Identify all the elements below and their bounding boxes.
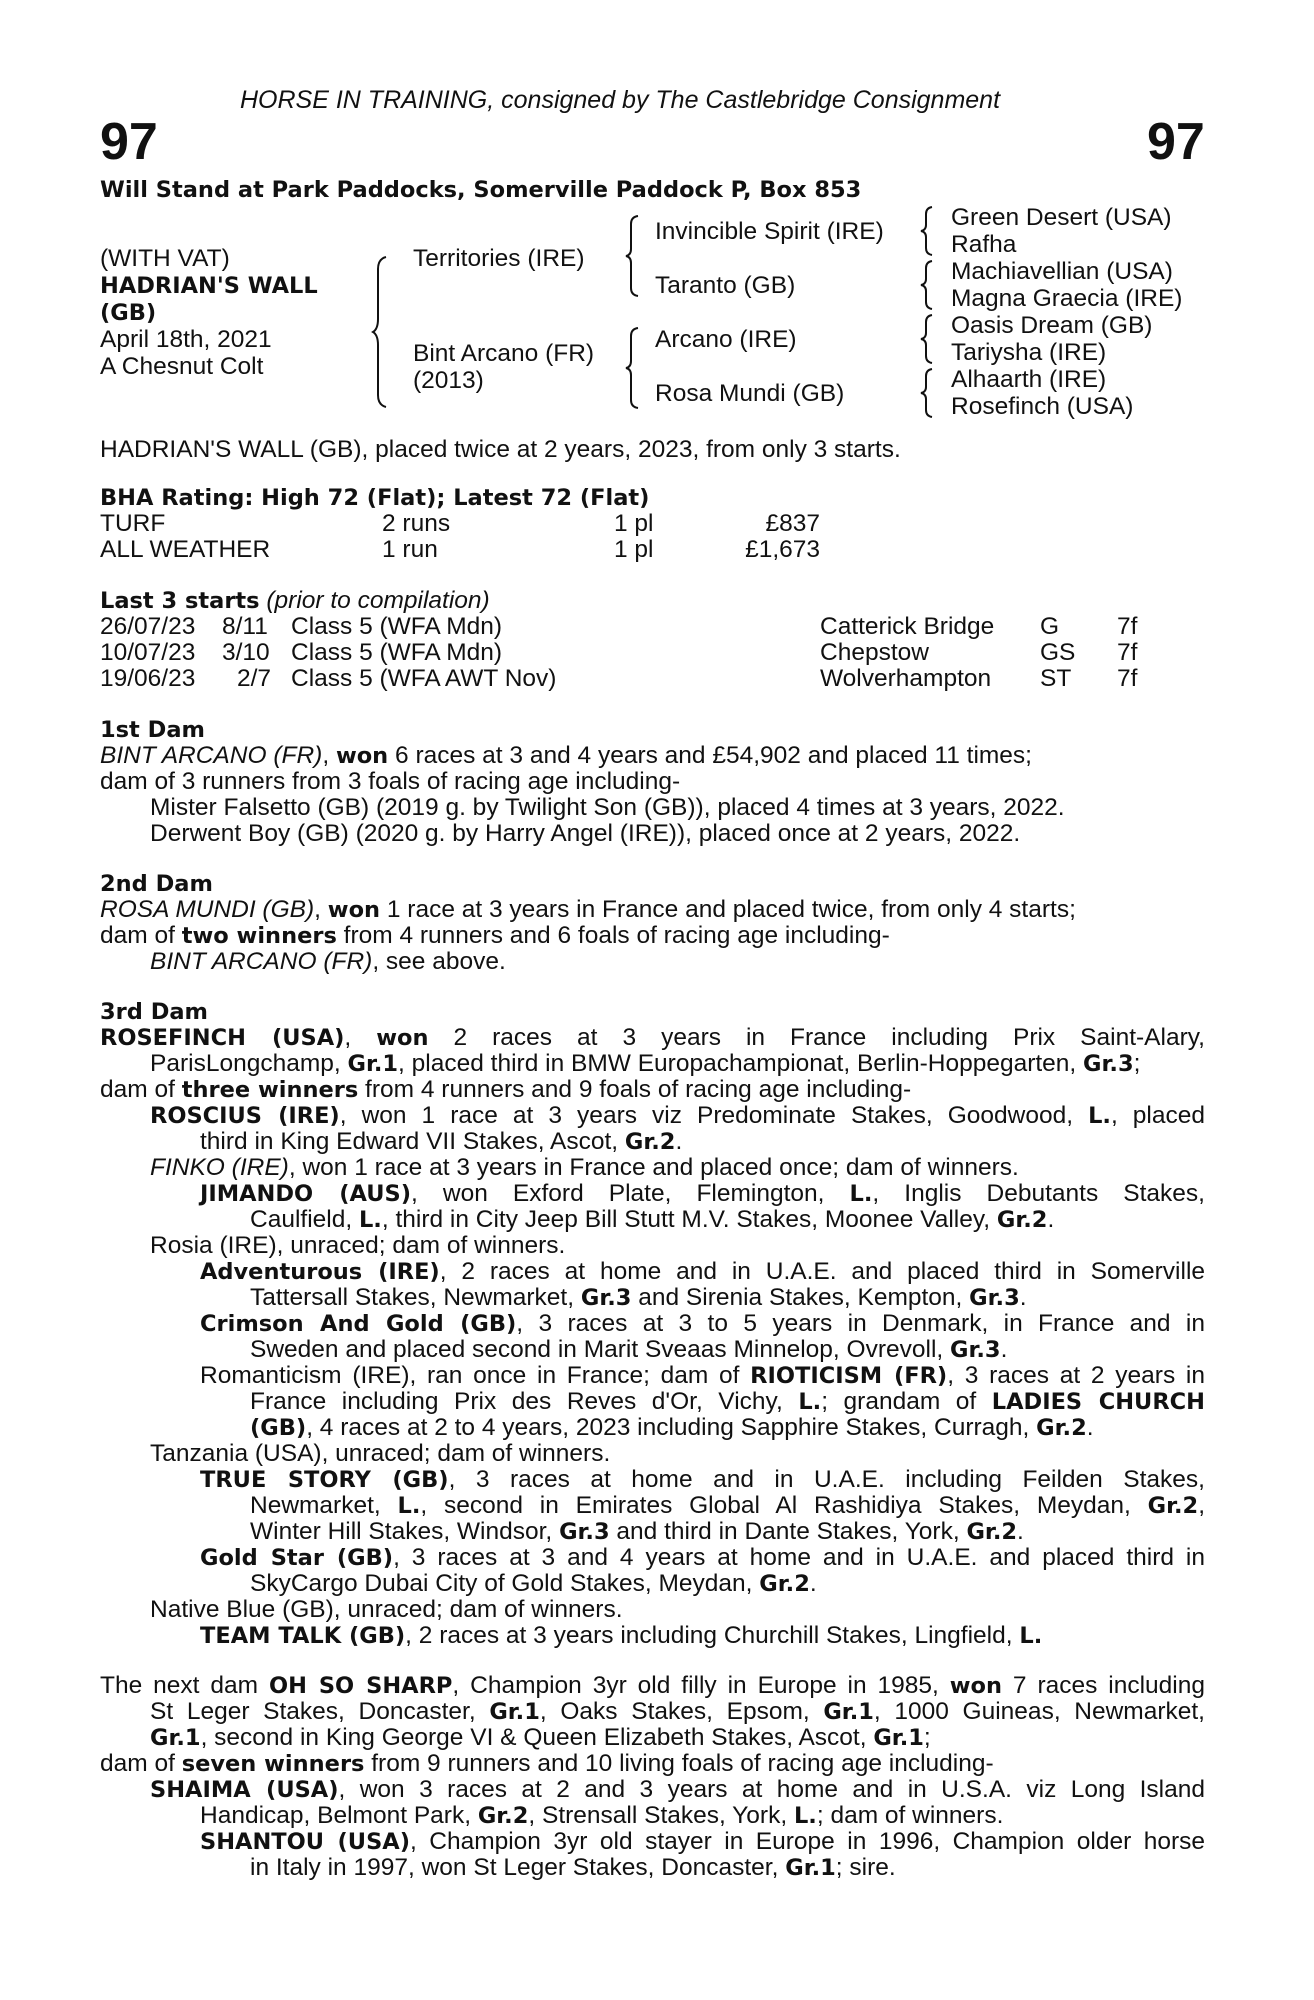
foal-name: ROSCIUS (IRE) [150,1103,340,1129]
rating-prize: £837 [765,510,820,537]
text: St Leger Stakes, Doncaster, [150,1698,490,1725]
pedigree-brace-g2 [920,259,936,311]
first-dam-name: BINT ARCANO (FR) [100,742,323,769]
grandparent-6: Tariysha (IRE) [951,339,1107,366]
third-dam-line [250,1336,1007,1364]
start-race: Class 5 (WFA AWT Nov) [291,665,557,692]
next-dam-line [200,1802,1003,1830]
text: , 3 races at 3 and 4 years at home and in U.A.E. and placed third in [393,1544,1205,1571]
won-label: won [376,1025,429,1051]
text: third in King Edward VII Stakes, Ascot, [200,1128,625,1155]
grade: Gr.2 [966,1519,1018,1545]
third-dam-line [200,1622,1042,1650]
text: Romanticism (IRE), ran once in France; dam of [200,1362,751,1389]
text: . [1019,1284,1027,1311]
start-date: 19/06/23 [100,665,196,692]
text: in Italy in 1997, won St Leger Stakes, Doncaster, [250,1854,786,1881]
grandparent-8: Rosefinch (USA) [951,393,1134,420]
start-distance: 7f [1117,665,1138,692]
start-course: Wolverhampton [820,665,992,692]
text: Caulfield, [250,1206,359,1233]
start-going: ST [1040,665,1072,692]
text: ; [923,1724,931,1751]
third-dam-line [100,1076,911,1104]
sire: Territories (IRE) [413,245,585,272]
rating-surface: ALL WEATHER [100,536,271,563]
last-starts-note: (prior to compilation) [266,587,490,614]
text: , third in City Jeep Bill Stutt M.V. Stakes, Moonee Valley, [381,1206,997,1233]
grade: Gr.1 [873,1725,924,1751]
race-summary: HADRIAN'S WALL (GB), placed twice at 2 years, 2023, from only 3 starts. [100,436,901,463]
third-dam-line [250,1492,1205,1520]
grade: Gr.1 [489,1699,540,1725]
third-dam-line [150,1102,1205,1130]
grade: Gr.3 [580,1285,632,1311]
text: . [809,1570,817,1597]
start-race: Class 5 (WFA Mdn) [291,639,503,666]
text: The next dam [100,1672,269,1699]
text: from 4 runners and 6 foals of racing age including- [336,922,890,949]
third-dam-line [200,1466,1205,1494]
start-going: GS [1040,639,1076,666]
grandparent-2: Rafha [951,231,1017,258]
grandparent-1: Green Desert (USA) [951,204,1172,231]
text: ; dam of winners. [816,1802,1004,1829]
grandparent-5: Oasis Dream (GB) [951,312,1153,339]
text: ; grandam of [821,1388,992,1415]
third-dam-line [200,1128,682,1156]
foaling-date: April 18th, 2021 [100,326,272,353]
text: . [675,1128,683,1155]
grade: L. [849,1181,873,1207]
won-label: won [327,897,381,923]
text: , placed third in BMW Europachampionat, Berlin-Hoppegarten, [398,1050,1084,1077]
text: , second in King George VI & Queen Elizabeth Stakes, Ascot, [200,1724,874,1751]
grade: Gr.2 [1036,1415,1087,1441]
text: . [1047,1206,1055,1233]
text: , Champion 3yr old stayer in Europe in 1996, Champion older horse [409,1828,1205,1855]
text: Tattersall Stakes, Newmarket, [250,1284,581,1311]
third-dam-line [150,1154,1019,1182]
grade: L. [358,1207,382,1233]
foal-name: FINKO (IRE) [150,1154,289,1181]
sire-dam: Taranto (GB) [655,272,796,299]
text: ; sire. [835,1854,896,1881]
foal-name: BINT ARCANO (FR) [150,948,373,975]
winners-count: three winners [181,1077,359,1103]
third-dam-line [250,1570,817,1598]
text: , [344,1024,377,1051]
foal-name: (GB) [250,1415,307,1441]
text: , 4 races at 2 to 4 years, 2023 including Sapphire Stakes, Curragh, [306,1414,1037,1441]
text: Newmarket, [250,1492,398,1519]
grade: L. [793,1803,817,1829]
grade: Gr.3 [969,1285,1020,1311]
text: , won 3 races at 2 and 3 years at home and in U.S.A. viz Long Island [338,1776,1205,1803]
next-dam-line [100,1750,994,1778]
start-distance: 7f [1117,613,1138,640]
start-date: 26/07/23 [100,613,196,640]
second-dam-record: 1 race at 3 years in France and placed twice, from only 4 starts; [380,896,1076,923]
grade: Gr.1 [823,1699,874,1725]
consignment-line: HORSE IN TRAINING, consigned by The Castlebridge Consignment [240,86,1001,114]
won-label: won [949,1673,1002,1699]
grandparent-3: Machiavellian (USA) [951,258,1173,285]
dam-dam: Rosa Mundi (GB) [655,380,845,407]
text: dam of [100,1750,182,1777]
text: , see above. [372,948,506,975]
grade: Gr.1 [347,1051,399,1077]
second-dam-produce [100,922,890,950]
third-dam-line [200,1544,1205,1572]
grandparent-4: Magna Graecia (IRE) [951,285,1183,312]
third-dam-line [200,1180,1205,1208]
rating-placed: 1 pl [614,536,654,563]
text: . [1000,1336,1008,1363]
grade: Gr.1 [150,1725,201,1751]
lot-number-right: 97 [1147,113,1205,171]
third-dam-line [250,1414,1094,1442]
third-dam-line [150,1050,1140,1078]
text: , 2 races at home and in U.A.E. and placed third in Somerville [439,1258,1206,1285]
foal-name: Adventurous (IRE) [200,1259,440,1285]
start-course: Catterick Bridge [820,613,995,640]
next-dam-name: OH SO SHARP [268,1673,453,1699]
start-race: Class 5 (WFA Mdn) [291,613,503,640]
pedigree-brace-main [372,255,392,410]
start-position: 2/7 [237,665,272,692]
text: SkyCargo Dubai City of Gold Stakes, Meydan, [250,1570,760,1597]
bha-rating: BHA Rating: High 72 (Flat); Latest 72 (Flat) [100,485,650,511]
first-dam-record: 6 races at 3 and 4 years and £54,902 and placed 11 times; [388,742,1032,769]
second-dam-heading: 2nd Dam [100,871,213,897]
rating-surface: TURF [100,510,166,537]
winners-count: seven winners [181,1751,365,1777]
grade: Gr.3 [1083,1051,1134,1077]
third-dam-line [250,1284,1027,1312]
dam-year: (2013) [413,367,484,394]
rating-runs: 1 run [382,536,438,563]
grade: Gr.3 [950,1337,1001,1363]
first-dam-produce: dam of 3 runners from 3 foals of racing age including- [100,768,681,795]
foal-name: TEAM TALK (GB) [200,1623,406,1649]
rating-runs: 2 runs [382,510,451,537]
pedigree-brace-sire [625,214,643,298]
third-dam-line [200,1258,1205,1286]
text: ; [1133,1050,1141,1077]
start-going: G [1040,613,1060,640]
text: dam of [100,922,182,949]
pedigree-brace-g3 [920,313,936,365]
third-dam-line [250,1388,1205,1416]
start-position: 8/11 [222,613,268,640]
grandparent-7: Alhaarth (IRE) [951,366,1107,393]
text: , won 1 race at 3 years in France and placed once; dam of winners. [288,1154,1019,1181]
first-dam-foal: Derwent Boy (GB) (2020 g. by Harry Angel (IRE)), placed once at 2 years, 2022. [150,820,1021,847]
foal-name: Crimson And Gold (GB) [200,1311,517,1337]
vat-note: (WITH VAT) [100,245,230,272]
third-dam-heading: 3rd Dam [100,999,208,1025]
text: , second in Emirates Global Al Rashidiya Stakes, Meydan, [420,1492,1148,1519]
text: , Strensall Stakes, York, [528,1802,794,1829]
next-dam-line [150,1724,931,1752]
grade: L. [1088,1103,1111,1129]
winners-count: two winners [181,923,337,949]
dam-sire: Arcano (IRE) [655,326,797,353]
text: Sweden and placed second in Marit Sveaas Minnelop, Ovrevoll, [250,1336,950,1363]
horse-name: HADRIAN'S WALL [100,273,318,299]
start-distance: 7f [1117,639,1138,666]
text: , placed [1110,1102,1205,1129]
rating-placed: 1 pl [614,510,654,537]
third-dam-line [250,1518,1024,1546]
first-dam-heading: 1st Dam [100,717,205,743]
second-dam-foal [150,948,506,976]
text: , won Exford Plate, Flemington, [411,1180,850,1207]
text: France including Prix des Reves d'Or, Vichy, [250,1388,799,1415]
stabling-line: Will Stand at Park Paddocks, Somerville Paddock P, Box 853 [100,177,862,203]
foal-name: TRUE STORY (GB) [200,1467,449,1493]
next-dam-line [250,1854,896,1882]
text: , Inglis Debutants Stakes, [872,1180,1205,1207]
second-dam-name: ROSA MUNDI (GB) [100,896,315,923]
next-dam-line [100,1672,1205,1700]
pedigree-brace-g1 [920,205,936,257]
grade: L. [798,1389,822,1415]
lot-number-left: 97 [100,113,158,171]
text: , 3 races at 2 years in [947,1362,1205,1389]
text: dam of [100,1076,182,1103]
foal-name: LADIES CHURCH [991,1389,1205,1415]
grade: L. [397,1493,421,1519]
dam: Bint Arcano (FR) [413,340,595,367]
grade: L. [1019,1623,1043,1649]
next-dam-line [150,1776,1205,1804]
last-starts-heading [100,587,490,615]
text: , 1000 Guineas, Newmarket, [873,1698,1205,1725]
text: . [1086,1414,1094,1441]
start-course: Chepstow [820,639,929,666]
next-dam-line [200,1828,1205,1856]
grade: Gr.3 [559,1519,610,1545]
text: , won 1 race at 3 years viz Predominate Stakes, Goodwood, [339,1102,1089,1129]
text: Handicap, Belmont Park, [200,1802,478,1829]
grade: Gr.2 [1147,1493,1199,1519]
text: 7 races including [1002,1672,1206,1699]
second-dam-line: ROSA MUNDI (GB), won 1 race at 3 years in France and placed twice, from only 4 starts; [100,896,1076,923]
text: , [1198,1492,1205,1519]
foal-name: Gold Star (GB) [200,1545,394,1571]
horse-country: (GB) [100,300,157,326]
grade: Gr.1 [785,1855,836,1881]
third-dam-line: Rosia (IRE), unraced; dam of winners. [150,1232,566,1259]
text: Winter Hill Stakes, Windsor, [250,1518,560,1545]
sire-sire: Invincible Spirit (IRE) [655,218,884,245]
last-starts-title: Last 3 starts [100,588,260,614]
foal-name: SHANTOU (USA) [200,1829,410,1855]
text: , 3 races at 3 to 5 years in Denmark, in France and in [516,1310,1205,1337]
text: 2 races at 3 years in France including Prix Saint-Alary, [428,1024,1205,1051]
foal-name: RIOTICISM (FR) [750,1363,948,1389]
foal-name: JIMANDO (AUS) [200,1181,412,1207]
grade: Gr.2 [624,1129,676,1155]
third-dam-line [250,1206,1054,1234]
third-dam-line: Tanzania (USA), unraced; dam of winners. [150,1440,611,1467]
third-dam-line [200,1362,1205,1390]
start-date: 10/07/23 [100,639,196,666]
text: and third in Dante Stakes, York, [609,1518,967,1545]
grade: Gr.2 [759,1571,810,1597]
grade: Gr.2 [996,1207,1048,1233]
third-dam-line [200,1310,1205,1338]
text: , Champion 3yr old filly in Europe in 1985, [452,1672,950,1699]
text: , 2 races at 3 years including Churchill Stakes, Lingfield, [405,1622,1020,1649]
third-dam-line [100,1024,1205,1052]
foal-name: SHAIMA (USA) [150,1777,339,1803]
text: from 4 runners and 9 foals of racing age including- [358,1076,912,1103]
text: , 3 races at home and in U.A.E. including Feilden Stakes, [448,1466,1205,1493]
pedigree-brace-g4 [920,367,936,419]
won-label: won [335,743,389,769]
pedigree-brace-dam [625,326,643,410]
text: and Sirenia Stakes, Kempton, [631,1284,970,1311]
third-dam-name: ROSEFINCH (USA) [100,1025,345,1051]
next-dam-line [150,1698,1205,1726]
start-position: 3/10 [222,639,270,666]
text: from 9 runners and 10 living foals of racing age including- [364,1750,994,1777]
first-dam-foal: Mister Falsetto (GB) (2019 g. by Twilight Son (GB)), placed 4 times at 3 years, 2022. [150,794,1065,821]
text: ParisLongchamp, [150,1050,348,1077]
third-dam-line: Native Blue (GB), unraced; dam of winners. [150,1596,623,1623]
text: , Oaks Stakes, Epsom, [539,1698,824,1725]
text: . [1017,1518,1024,1545]
horse-description: A Chesnut Colt [100,353,264,380]
first-dam-line: BINT ARCANO (FR), won 6 races at 3 and 4 years and £54,902 and placed 11 times; [100,742,1032,769]
grade: Gr.2 [477,1803,529,1829]
rating-prize: £1,673 [745,536,820,563]
